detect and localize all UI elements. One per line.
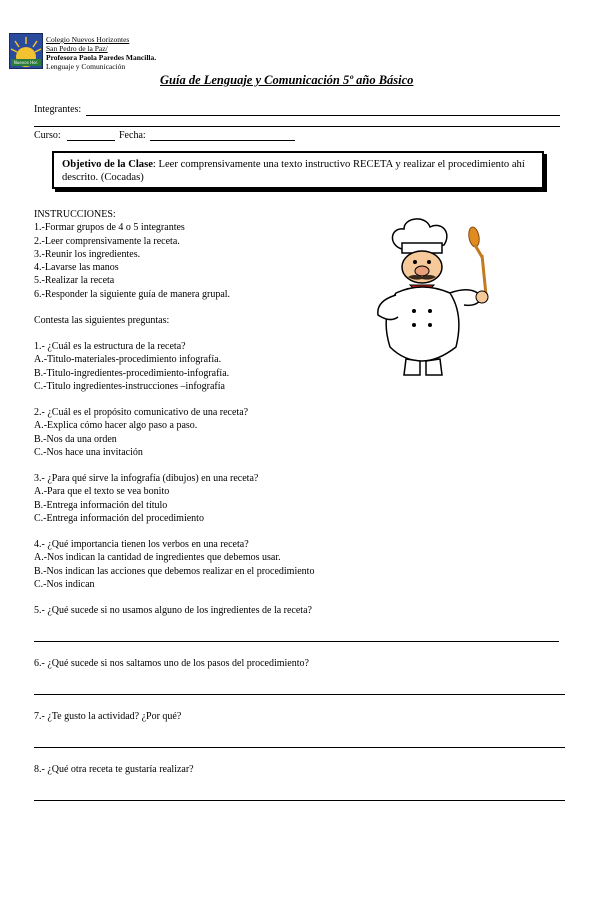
option-a[interactable]: A.-Nos indican la cantidad de ingredientes que debemos usar. xyxy=(34,552,281,564)
school-logo xyxy=(9,33,43,69)
teacher-name: Profesora Paola Paredes Mancilla. xyxy=(46,53,157,62)
option-b[interactable]: B.-Nos da una orden xyxy=(34,433,117,445)
instructions-heading: INSTRUCCIONES: xyxy=(34,209,116,220)
curso-line[interactable] xyxy=(67,140,115,141)
subject-name: Lenguaje y Comunicación xyxy=(46,62,126,71)
answer-line-5[interactable] xyxy=(34,641,559,642)
question-text: 2.- ¿Cuál es el propósito comunicativo de una receta? xyxy=(34,407,249,418)
question-text: 3.- ¿Para qué sirve la infografía (dibujos) en una receta? xyxy=(34,473,259,484)
option-a[interactable]: A.-Titulo-materiales-procedimiento infografía. xyxy=(34,354,222,366)
objective-label: Objetivo de la Clase xyxy=(62,159,153,170)
answer-line-7[interactable] xyxy=(34,747,565,748)
option-b[interactable]: B.-Titulo-ingredientes-procedimiento-infografía. xyxy=(34,367,230,379)
option-a[interactable]: A.-Para que el texto se vea bonito xyxy=(34,486,170,498)
option-b[interactable]: B.-Entrega información del título xyxy=(34,499,168,511)
objective-box xyxy=(52,151,544,189)
integrantes-line-2[interactable] xyxy=(34,126,560,127)
integrantes-line-1[interactable] xyxy=(86,115,560,116)
instruction-item: 1.-Formar grupos de 4 o 5 integrantes xyxy=(34,222,185,234)
open-question-8: 8.- ¿Qué otra receta te gustaría realizar? xyxy=(34,764,194,775)
chef-illustration xyxy=(368,215,494,381)
option-b[interactable]: B.-Nos indican las acciones que debemos realizar en el procedimiento xyxy=(34,565,315,577)
option-c[interactable]: C.-Titulo ingredientes-instrucciones –infografía xyxy=(34,380,225,392)
option-c[interactable]: C.-Nos indican xyxy=(34,578,95,590)
question-text: 1.- ¿Cuál es la estructura de la receta? xyxy=(34,341,186,352)
curso-label: Curso: xyxy=(34,130,61,141)
school-name: Colegio Nuevos Horizontes xyxy=(46,35,130,44)
open-question-6: 6.- ¿Qué sucede si nos saltamos uno de los pasos del procedimiento? xyxy=(34,658,309,669)
integrantes-label: Integrantes: xyxy=(34,104,82,115)
option-c[interactable]: C.-Nos hace una invitación xyxy=(34,446,143,458)
open-question-5: 5.- ¿Qué sucede si no usamos alguno de los ingredientes de la receta? xyxy=(34,605,312,616)
questions-prompt: Contesta las siguientes preguntas: xyxy=(34,315,170,326)
question-3 xyxy=(34,472,258,525)
instruction-item: 5.-Realizar la receta xyxy=(34,275,115,287)
option-a[interactable]: A.-Explica cómo hacer algo paso a paso. xyxy=(34,420,198,432)
question-2 xyxy=(34,406,248,459)
option-c[interactable]: C.-Entrega información del procedimiento xyxy=(34,512,204,524)
objective-text: : Leer comprensivamente una texto instructivo RECETA y realizar el procedimiento ahí descrito. (Cocadas) xyxy=(62,159,525,183)
page-title: Guía de Lenguaje y Comunicación 5º año Básico xyxy=(160,73,414,87)
fecha-label: Fecha: xyxy=(119,130,146,141)
question-4 xyxy=(34,538,314,591)
open-question-7: 7.- ¿Te gusto la actividad? ¿Por qué? xyxy=(34,711,182,722)
instruction-item: 3.-Reunir los ingredientes. xyxy=(34,248,141,260)
instructions-block xyxy=(34,208,230,301)
instruction-item: 4.-Lavarse las manos xyxy=(34,262,119,274)
instruction-item: 6.-Responder la siguiente guía de manera grupal. xyxy=(34,288,231,300)
instruction-item: 2.-Leer comprensivamente la receta. xyxy=(34,235,180,247)
question-1 xyxy=(34,340,229,393)
school-location: San Pedro de la Paz/ xyxy=(46,44,108,53)
logo-label: Nuevos Hor. xyxy=(13,60,39,65)
question-text: 4.- ¿Qué importancia tienen los verbos en una receta? xyxy=(34,539,249,550)
answer-line-8[interactable] xyxy=(34,800,565,801)
answer-line-6[interactable] xyxy=(34,694,565,695)
fecha-line[interactable] xyxy=(150,140,295,141)
